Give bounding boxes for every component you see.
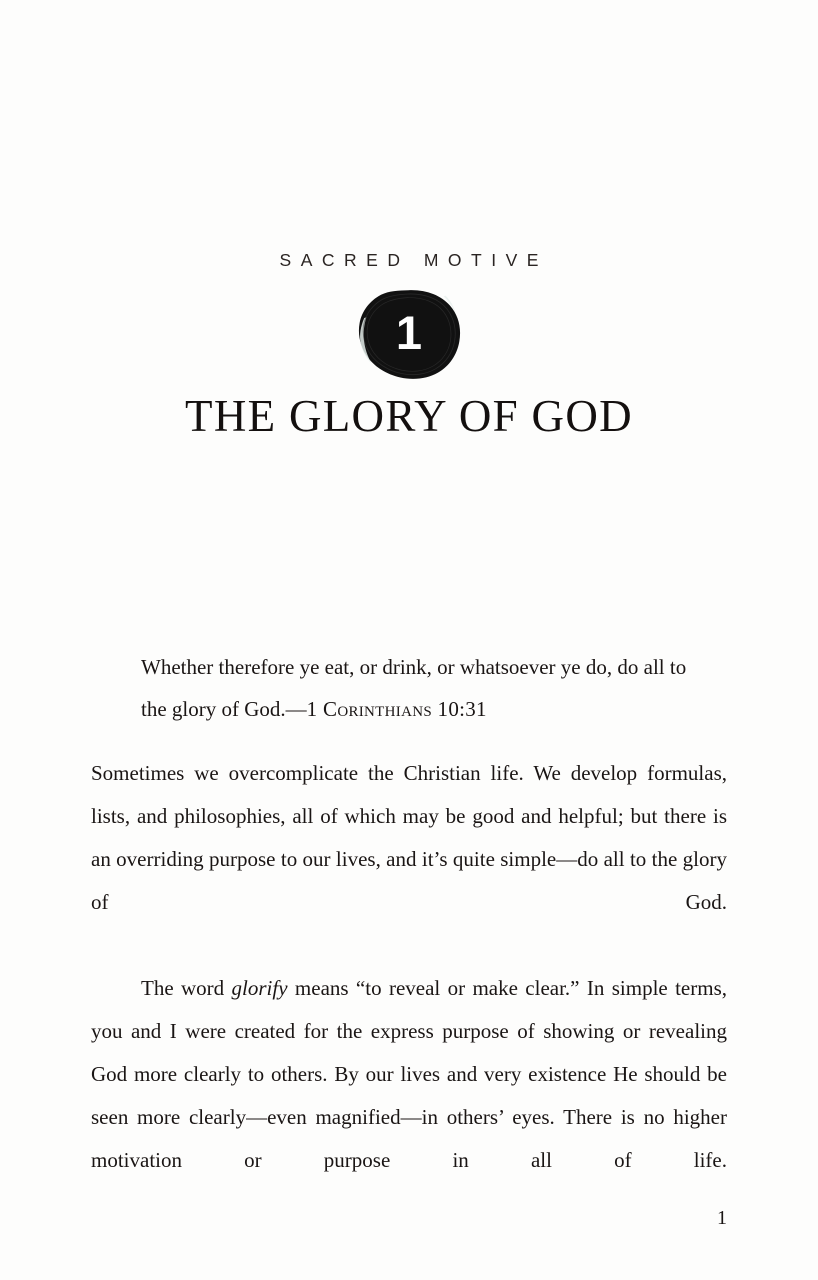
paragraph-2-italic-term: glorify: [231, 976, 288, 1000]
epigraph-dash: —: [285, 697, 307, 721]
page-number: 1: [717, 1207, 727, 1229]
paragraph-2-lead: The word: [141, 976, 232, 1000]
paragraph-2-rest: means “to reveal or make clear.” In simple terms, you and I were created for the express purpose of showing or revealing God more clearly to others. By our lives and very existence He should be seen more clearly—even magnified—in others’ eyes. There is no higher motivation or purpose in all of life.: [91, 976, 727, 1172]
chapter-title: THE GLORY OF GOD: [185, 390, 633, 441]
series-kicker: SACRED MOTIVE: [279, 250, 548, 270]
epigraph: [141, 646, 716, 730]
chapter-opener: [0, 252, 818, 440]
paragraph-1: Sometimes we overcomplicate the Christian life. We develop formulas, lists, and philosophies, all of which may be good and helpful; but there is an overriding purpose to our lives, and it’s quite simple—do all to the glory of God.: [91, 761, 727, 914]
chapter-number: 1: [395, 306, 423, 359]
body-copy: [91, 752, 727, 1225]
epigraph-quote: Whether therefore ye eat, or drink, or whatsoever ye do, do all to the glory of God.: [141, 655, 687, 721]
paragraph-2: [91, 967, 727, 1225]
chapter-number-badge: [355, 288, 463, 380]
epigraph-attribution: 1 Corinthians 10:31: [306, 697, 487, 721]
